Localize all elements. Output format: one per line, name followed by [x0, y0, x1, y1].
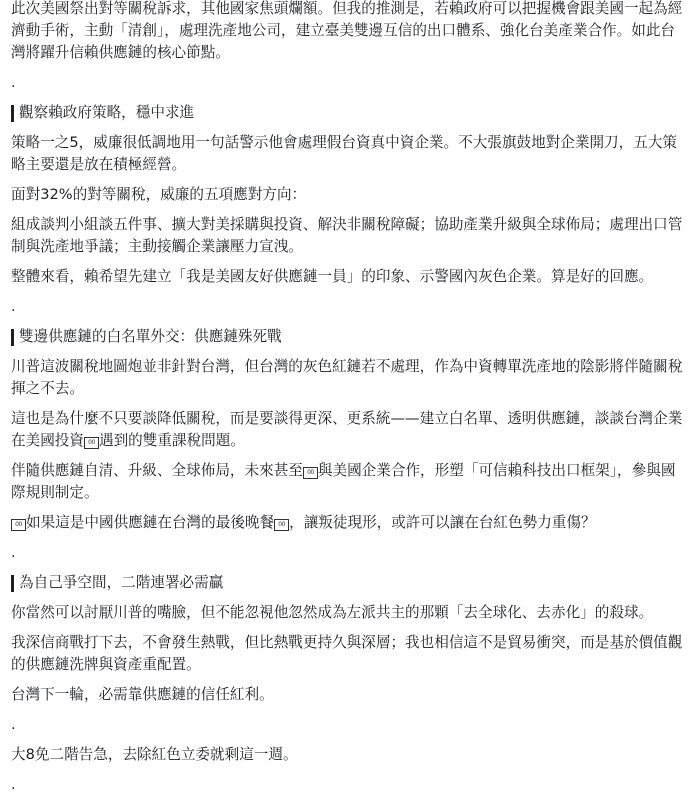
text-run: 伴隨供應鏈自清、升級、全球佈局，未來甚至 [11, 462, 303, 479]
section-title: 雙邊供應鏈的白名單外交：供應鏈殊死戰 [19, 328, 282, 345]
intro-paragraph: 此次美國祭出對等關稅訴求，其他國家焦頭爛額。但我的推測是，若賴政府可以把握機會跟美國一起為經濟動手術，主動「清創」，處理洗產地公司，建立臺美雙邊互信的出口體系、強化台美產業合作。如此台灣將躍升信賴供應鏈的核心節點。 [11, 0, 683, 61]
paragraph: 策略一之5，威廉很低調地用一句話警示他會處理假台資真中資企業。不大張旗鼓地對企業開刀，五大策略主要還是放在積極經營。 [11, 134, 678, 173]
emoji-placeholder-icon: 00 [274, 519, 289, 531]
emoji-placeholder-icon: 00 [303, 467, 318, 479]
paragraph: 我深信商戰打下去，不會發生熱戰，但比熱戰更持久與深層；我也相信這不是貿易衝突，而是基於價值觀的供應鏈洗牌與資產重配置。 [11, 634, 683, 673]
paragraph: 面對32%的對等關稅，威廉的五項應對方向： [11, 186, 307, 203]
dot-separator: . [11, 716, 16, 733]
paragraph [11, 512, 688, 534]
text-run: 這也是為什麼不只要談降低關稅，而是要談得更深、更系統——建立白名單、透明供應鏈，談談台灣企業在美國投資 [11, 410, 683, 449]
section-title: 觀察賴政府策略，穩中求進 [19, 104, 195, 121]
paragraph: 整體來看，賴希望先建立「我是美國友好供應鏈一員」的印象、示警國內灰色企業。算是好的回應。 [11, 268, 654, 285]
paragraph [11, 460, 688, 504]
text-run: 與美國企業合作，形塑「可信賴科技出口框架」，參與國際規則制定。 [11, 462, 676, 501]
paragraph: 大8免二階告急，去除紅色立委就剩這一週。 [11, 746, 298, 763]
section-heading-strategy [11, 102, 688, 124]
paragraph: 川普這波關稅地圖炮並非針對台灣，但台灣的灰色紅鏈若不處理，作為中資轉單洗產地的陰影將伴隨關稅揮之不去。 [11, 358, 683, 397]
heading-bar [11, 329, 14, 346]
dot-separator: . [11, 298, 16, 315]
dot-separator: . [11, 544, 16, 561]
section-title: 為自己爭空間，二階連署必需贏 [19, 574, 224, 591]
paragraph: 組成談判小組談五件事、擴大對美採購與投資、解決非關稅障礙；協助產業升級與全球佈局；處理出口管制與洗產地爭議；主動接觸企業讓壓力宣洩。 [11, 216, 683, 255]
paragraph [11, 408, 688, 452]
heading-bar [11, 105, 14, 122]
heading-bar [11, 575, 14, 592]
section-heading-whitelist [11, 326, 688, 348]
dot-separator: . [11, 74, 16, 91]
text-run: 遇到的雙重課稅問題。 [98, 432, 245, 449]
text-run: 如果這是中國供應鏈在台灣的最後晚餐 [26, 514, 275, 531]
section-heading-petition [11, 572, 688, 594]
dot-separator: . [11, 776, 16, 793]
paragraph: 台灣下一輪，必需靠供應鏈的信任紅利。 [11, 686, 274, 703]
emoji-placeholder-icon: 00 [84, 437, 99, 449]
paragraph: 你當然可以討厭川普的嘴臉，但不能忽視他忽然成為左派共主的那顆「去全球化、去赤化」的殺球。 [11, 604, 654, 621]
text-run: ，讓叛徒現形，或許可以讓在台紅色勢力重傷？ [289, 514, 596, 531]
emoji-placeholder-icon: 00 [11, 519, 26, 531]
